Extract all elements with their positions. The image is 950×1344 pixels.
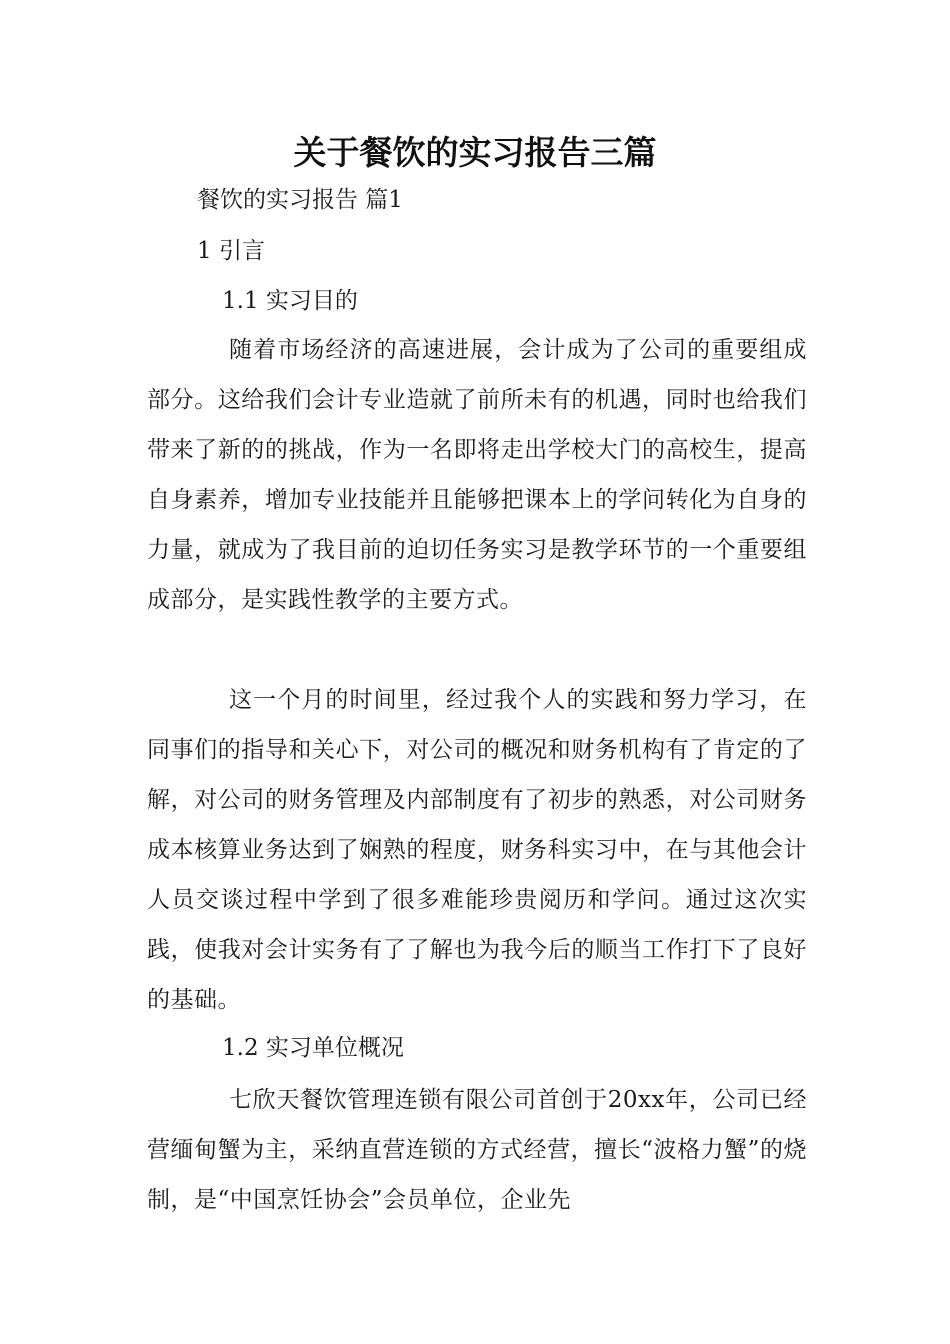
document-title: 关于餐饮的实习报告三篇 bbox=[293, 133, 657, 172]
paragraph-purpose: 随着市场经济的高速进展，会计成为了公司的重要组成部分。这给我们会计专业造就了前所未有的机遇，同时也给我们带来了新的的挑战，作为一名即将走出学校大门的高校生，提高自身素养，增加专业技能并且能够把课本上的学问转化为自身的力量，就成为了我目前的迫切任务实习是教学环节的一个重要组成部分，是实践性教学的主要方式。 bbox=[147, 337, 807, 613]
section-heading-intro: 1 引言 bbox=[197, 238, 265, 264]
section-heading-company: 1.2 实习单位概况 bbox=[222, 1035, 404, 1061]
paragraph-experience: 这一个月的时间里，经过我个人的实践和努力学习，在同事们的指导和关心下，对公司的概况和财务机构有了肯定的了解，对公司的财务管理及内部制度有了初步的熟悉，对公司财务成本核算业务达到了娴熟的程度，财务科实习中，在与其他会计人员交谈过程中学到了很多难能珍贵阅历和学问。通过这次实践，使我对会计实务有了了解也为我今后的顺当工作打下了良好的基础。 bbox=[147, 687, 807, 1013]
report-subtitle: 餐饮的实习报告 篇1 bbox=[197, 187, 403, 213]
section-heading-purpose: 1.1 实习目的 bbox=[222, 288, 358, 314]
paragraph-company: 七欣天餐饮管理连锁有限公司首创于20xx年，公司已经营缅甸蟹为主，采纳直营连锁的方式经营，擅长“波格力蟹”的烧制，是“中国烹饪协会”会员单位，企业先 bbox=[147, 1087, 807, 1213]
